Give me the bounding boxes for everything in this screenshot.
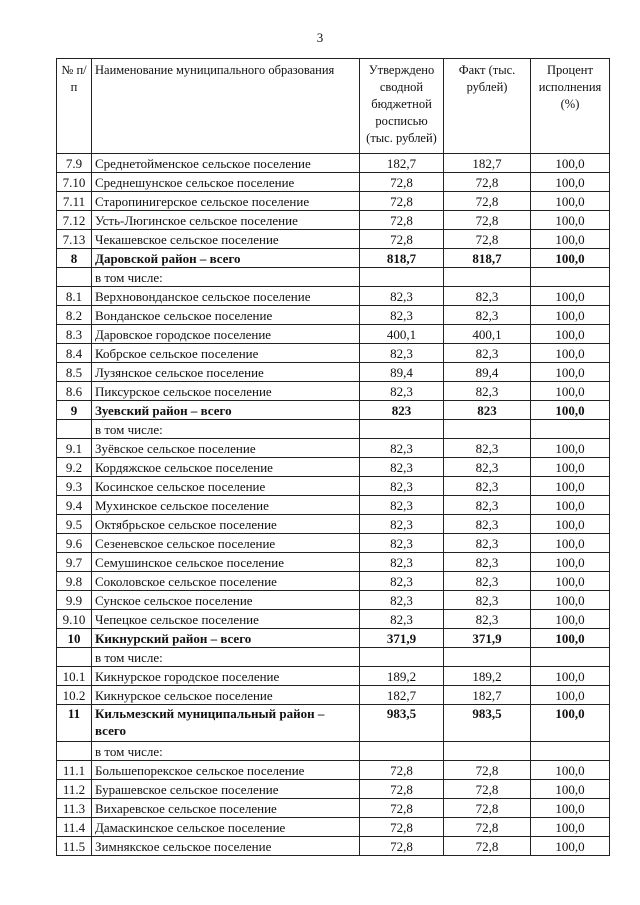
table-row (57, 686, 610, 705)
row-name: Чекашевское сельское поселение (92, 230, 360, 249)
row-fact (444, 742, 531, 761)
row-name: Вихаревское сельское поселение (92, 799, 360, 818)
table-row (57, 249, 610, 268)
budget-table (56, 58, 610, 856)
row-percent: 100,0 (531, 705, 610, 742)
row-percent (531, 648, 610, 667)
table-row (57, 780, 610, 799)
row-percent: 100,0 (531, 667, 610, 686)
row-percent: 100,0 (531, 458, 610, 477)
row-number: 9.2 (57, 458, 92, 477)
row-name: Даровское городское поселение (92, 325, 360, 344)
row-number: 9.1 (57, 439, 92, 458)
row-approved: 82,3 (360, 287, 444, 306)
row-approved: 72,8 (360, 780, 444, 799)
header-approved: Утверждено сводной бюджетной росписью (тыс. рублей) (360, 59, 444, 154)
table-row (57, 382, 610, 401)
row-number (57, 648, 92, 667)
table-row (57, 742, 610, 761)
row-percent: 100,0 (531, 192, 610, 211)
table-row (57, 610, 610, 629)
row-name: Пиксурское сельское поселение (92, 382, 360, 401)
table-row (57, 837, 610, 856)
table-row (57, 553, 610, 572)
table-row (57, 211, 610, 230)
row-number: 7.10 (57, 173, 92, 192)
row-percent: 100,0 (531, 799, 610, 818)
row-percent: 100,0 (531, 211, 610, 230)
row-fact: 400,1 (444, 325, 531, 344)
row-approved (360, 268, 444, 287)
row-fact (444, 268, 531, 287)
table-body (57, 154, 610, 856)
row-fact: 72,8 (444, 799, 531, 818)
table-row (57, 192, 610, 211)
row-percent: 100,0 (531, 325, 610, 344)
row-name: в том числе: (92, 742, 360, 761)
table-row (57, 401, 610, 420)
row-fact: 82,3 (444, 572, 531, 591)
row-percent: 100,0 (531, 534, 610, 553)
row-fact: 82,3 (444, 534, 531, 553)
row-percent (531, 420, 610, 439)
row-approved: 82,3 (360, 477, 444, 496)
row-approved: 82,3 (360, 382, 444, 401)
row-approved (360, 420, 444, 439)
row-name: Лузянское сельское поселение (92, 363, 360, 382)
row-fact: 72,8 (444, 818, 531, 837)
header-num: № п/п (57, 59, 92, 154)
row-approved: 72,8 (360, 837, 444, 856)
row-approved: 82,3 (360, 496, 444, 515)
row-fact: 82,3 (444, 287, 531, 306)
table-row (57, 344, 610, 363)
row-approved: 82,3 (360, 439, 444, 458)
row-number: 7.9 (57, 154, 92, 173)
header-name: Наименование муниципального образования (92, 59, 360, 154)
table-row (57, 667, 610, 686)
row-number: 9.4 (57, 496, 92, 515)
row-number: 7.11 (57, 192, 92, 211)
row-name: Зуёвское сельское поселение (92, 439, 360, 458)
table-row (57, 363, 610, 382)
row-approved (360, 742, 444, 761)
row-name: Среднешунское сельское поселение (92, 173, 360, 192)
row-fact: 72,8 (444, 192, 531, 211)
row-fact: 82,3 (444, 458, 531, 477)
row-number: 8.5 (57, 363, 92, 382)
row-approved: 82,3 (360, 458, 444, 477)
row-fact: 82,3 (444, 439, 531, 458)
row-name: Даровской район – всего (92, 249, 360, 268)
table-row (57, 761, 610, 780)
row-fact: 371,9 (444, 629, 531, 648)
row-name: Сезеневское сельское поселение (92, 534, 360, 553)
row-fact: 82,3 (444, 553, 531, 572)
row-fact: 72,8 (444, 173, 531, 192)
row-name: Среднетойменское сельское поселение (92, 154, 360, 173)
row-approved: 82,3 (360, 610, 444, 629)
header-percent: Процент исполнения (%) (531, 59, 610, 154)
row-fact (444, 420, 531, 439)
row-percent: 100,0 (531, 837, 610, 856)
row-name: Кикнурское городское поселение (92, 667, 360, 686)
row-percent (531, 742, 610, 761)
row-approved (360, 648, 444, 667)
row-percent: 100,0 (531, 572, 610, 591)
row-approved: 400,1 (360, 325, 444, 344)
row-number: 10 (57, 629, 92, 648)
row-approved: 72,8 (360, 192, 444, 211)
table-row (57, 572, 610, 591)
row-number: 9.6 (57, 534, 92, 553)
row-approved: 189,2 (360, 667, 444, 686)
table-row (57, 268, 610, 287)
row-approved: 182,7 (360, 686, 444, 705)
row-percent: 100,0 (531, 230, 610, 249)
row-number: 7.12 (57, 211, 92, 230)
row-fact: 82,3 (444, 591, 531, 610)
row-name: Кильмезский муниципальный район – всего (92, 705, 360, 742)
row-name: Кикнурское сельское поселение (92, 686, 360, 705)
row-number: 9.9 (57, 591, 92, 610)
table-row (57, 306, 610, 325)
row-number (57, 268, 92, 287)
row-name: Старопинигерское сельское поселение (92, 192, 360, 211)
row-approved: 72,8 (360, 173, 444, 192)
row-name: Бурашевское сельское поселение (92, 780, 360, 799)
row-fact: 82,3 (444, 496, 531, 515)
row-number (57, 742, 92, 761)
row-percent: 100,0 (531, 591, 610, 610)
table-row (57, 287, 610, 306)
row-number: 8 (57, 249, 92, 268)
row-name: Кордяжское сельское поселение (92, 458, 360, 477)
row-fact: 82,3 (444, 477, 531, 496)
row-number: 7.13 (57, 230, 92, 249)
row-approved: 82,3 (360, 306, 444, 325)
row-fact: 818,7 (444, 249, 531, 268)
row-fact: 72,8 (444, 780, 531, 799)
row-number: 8.6 (57, 382, 92, 401)
row-approved: 82,3 (360, 515, 444, 534)
row-approved: 818,7 (360, 249, 444, 268)
row-name: Соколовское сельское поселение (92, 572, 360, 591)
row-name: Семушинское сельское поселение (92, 553, 360, 572)
row-fact: 72,8 (444, 761, 531, 780)
row-percent: 100,0 (531, 515, 610, 534)
table-row (57, 799, 610, 818)
row-percent: 100,0 (531, 477, 610, 496)
row-number: 8.3 (57, 325, 92, 344)
row-fact: 89,4 (444, 363, 531, 382)
row-name: в том числе: (92, 420, 360, 439)
row-percent: 100,0 (531, 363, 610, 382)
row-name: Чепецкое сельское поселение (92, 610, 360, 629)
row-number: 9.7 (57, 553, 92, 572)
row-fact: 72,8 (444, 837, 531, 856)
row-name: в том числе: (92, 648, 360, 667)
table-row (57, 477, 610, 496)
row-approved: 82,3 (360, 534, 444, 553)
row-approved: 89,4 (360, 363, 444, 382)
row-number: 9.3 (57, 477, 92, 496)
row-number: 11.1 (57, 761, 92, 780)
row-approved: 182,7 (360, 154, 444, 173)
row-percent: 100,0 (531, 818, 610, 837)
row-fact: 82,3 (444, 610, 531, 629)
row-percent: 100,0 (531, 761, 610, 780)
row-approved: 82,3 (360, 344, 444, 363)
row-fact: 72,8 (444, 230, 531, 249)
row-number: 9.8 (57, 572, 92, 591)
row-approved: 72,8 (360, 799, 444, 818)
row-fact (444, 648, 531, 667)
row-approved: 82,3 (360, 553, 444, 572)
row-approved: 823 (360, 401, 444, 420)
row-approved: 72,8 (360, 230, 444, 249)
row-number: 11.4 (57, 818, 92, 837)
row-fact: 182,7 (444, 686, 531, 705)
row-approved: 82,3 (360, 591, 444, 610)
table-row (57, 818, 610, 837)
table-row (57, 515, 610, 534)
table-row (57, 439, 610, 458)
table-row (57, 534, 610, 553)
table-row (57, 648, 610, 667)
row-fact: 82,3 (444, 515, 531, 534)
row-name: Косинское сельское поселение (92, 477, 360, 496)
row-percent: 100,0 (531, 686, 610, 705)
table-row (57, 458, 610, 477)
row-percent: 100,0 (531, 553, 610, 572)
row-name: Сунское сельское поселение (92, 591, 360, 610)
table-row (57, 325, 610, 344)
row-name: Вонданское сельское поселение (92, 306, 360, 325)
header-fact: Факт (тыс. рублей) (444, 59, 531, 154)
row-number: 8.1 (57, 287, 92, 306)
row-percent: 100,0 (531, 780, 610, 799)
row-number: 11 (57, 705, 92, 742)
row-number: 11.3 (57, 799, 92, 818)
row-number: 11.2 (57, 780, 92, 799)
row-name: Верхновонданское сельское поселение (92, 287, 360, 306)
row-percent: 100,0 (531, 287, 610, 306)
row-name: Зуевский район – всего (92, 401, 360, 420)
row-percent: 100,0 (531, 173, 610, 192)
row-name: Октябрьское сельское поселение (92, 515, 360, 534)
row-name: Кобрское сельское поселение (92, 344, 360, 363)
row-name: Дамаскинское сельское поселение (92, 818, 360, 837)
table-header (57, 59, 610, 154)
table-row (57, 230, 610, 249)
row-fact: 182,7 (444, 154, 531, 173)
row-percent: 100,0 (531, 401, 610, 420)
row-name: в том числе: (92, 268, 360, 287)
row-number: 8.4 (57, 344, 92, 363)
row-fact: 72,8 (444, 211, 531, 230)
table-row (57, 591, 610, 610)
table-row (57, 705, 610, 742)
table-row (57, 173, 610, 192)
row-number: 10.1 (57, 667, 92, 686)
row-name: Зимнякское сельское поселение (92, 837, 360, 856)
row-percent: 100,0 (531, 610, 610, 629)
row-percent: 100,0 (531, 439, 610, 458)
row-name: Кикнурский район – всего (92, 629, 360, 648)
row-number: 9.10 (57, 610, 92, 629)
table-row (57, 496, 610, 515)
row-fact: 823 (444, 401, 531, 420)
row-percent: 100,0 (531, 249, 610, 268)
row-percent: 100,0 (531, 344, 610, 363)
row-percent (531, 268, 610, 287)
row-approved: 72,8 (360, 211, 444, 230)
row-name: Усть-Люгинское сельское поселение (92, 211, 360, 230)
row-percent: 100,0 (531, 154, 610, 173)
row-percent: 100,0 (531, 496, 610, 515)
row-approved: 983,5 (360, 705, 444, 742)
row-number: 9 (57, 401, 92, 420)
row-approved: 72,8 (360, 761, 444, 780)
row-fact: 82,3 (444, 382, 531, 401)
row-name: Большепорекское сельское поселение (92, 761, 360, 780)
row-number: 8.2 (57, 306, 92, 325)
page-number: 3 (316, 30, 324, 45)
row-number: 9.5 (57, 515, 92, 534)
row-name: Мухинское сельское поселение (92, 496, 360, 515)
row-number: 10.2 (57, 686, 92, 705)
table-row (57, 154, 610, 173)
row-percent: 100,0 (531, 629, 610, 648)
row-fact: 82,3 (444, 344, 531, 363)
row-number: 11.5 (57, 837, 92, 856)
row-percent: 100,0 (531, 382, 610, 401)
row-percent: 100,0 (531, 306, 610, 325)
row-number (57, 420, 92, 439)
table-row (57, 629, 610, 648)
row-fact: 983,5 (444, 705, 531, 742)
row-fact: 189,2 (444, 667, 531, 686)
table-row (57, 420, 610, 439)
row-approved: 82,3 (360, 572, 444, 591)
row-approved: 72,8 (360, 818, 444, 837)
row-fact: 82,3 (444, 306, 531, 325)
row-approved: 371,9 (360, 629, 444, 648)
